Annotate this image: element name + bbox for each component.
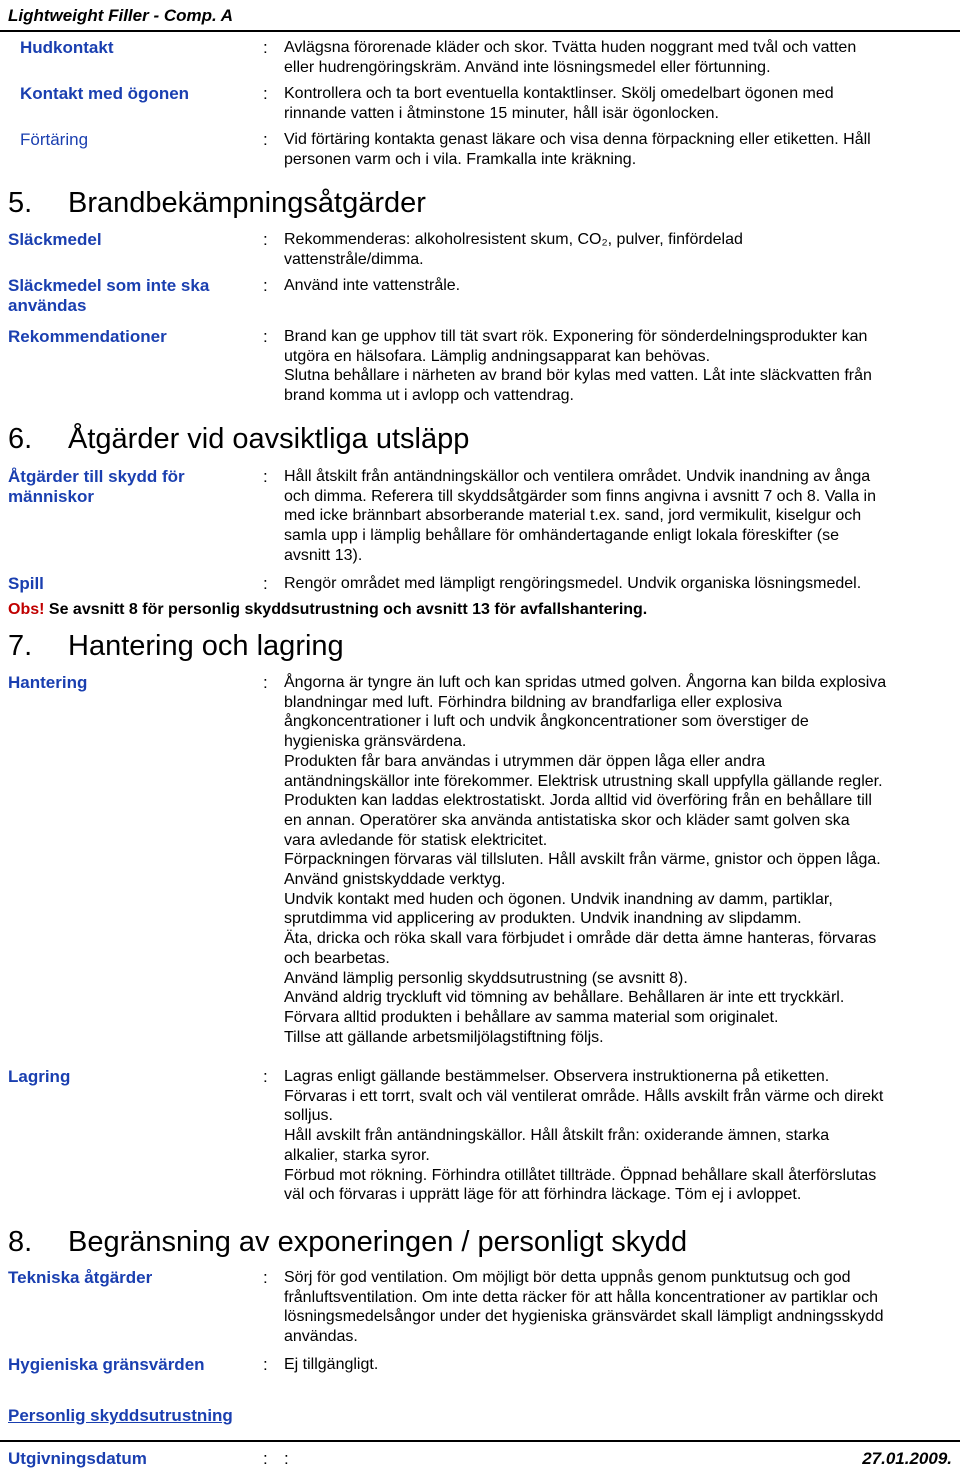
footer-colon: : [263,1449,268,1468]
label-lagring: Lagring [8,1067,71,1086]
section-5-heading [8,186,426,220]
section-8-heading [8,1225,687,1259]
colon: : [263,1268,268,1287]
page-header [0,0,960,32]
text-tekniska: Sörj för god ventilation. Om möjligt bör detta uppnås genom punktutsug och god frånluftsventilation. Om inte detta räcker för att hålla koncentrationer av partiklar och lösningsmedelsångor under det hygieniska gränsvärdet skall lämpligt andningsskydd användas. [284,1269,884,1346]
personlig-skyddsutrustning-link[interactable]: Personlig skyddsutrustning [8,1406,233,1425]
section-title: Åtgärder vid oavsiktliga utsläpp [68,423,470,455]
colon: : [263,1355,268,1374]
label-hudkontakt: Hudkontakt [20,38,114,57]
document-title: Lightweight Filler - Comp. A [8,6,234,25]
colon: : [263,38,268,57]
label-fortaring: Förtäring [20,130,89,149]
section-title: Brandbekämpningsåtgärder [68,187,426,219]
colon: : [263,230,268,249]
footer-colon: : [284,1449,289,1468]
footer-label: Utgivningsdatum [8,1449,147,1468]
obs-note [8,600,647,620]
obs-text: Se avsnitt 8 för personlig skyddsutrustning och avsnitt 13 för avfallshantering. [44,601,648,618]
text-atgarder-skydd: Håll åtskilt från antändningskällor och ventilera området. Undvik inandning av ånga och dimma. Referera till skyddsåtgärder som finns angivna i avsnitt 7 och 8. Valla in med icke brännbart absorberande material t.ex. sand, jord vermikulit, kiselgur och samla upp i lämplig behållare för omhändertagande enligt lokala föreskifter (se avsnitt 13). [284,468,876,564]
colon: : [263,327,268,346]
label-tekniska: Tekniska åtgärder [8,1268,153,1287]
section-title: Begränsning av exponeringen / personligt skydd [68,1226,688,1258]
footer-rule [0,1440,960,1442]
colon: : [263,673,268,692]
section-number: 7. [8,630,33,662]
colon: : [263,467,268,486]
label-hantering: Hantering [8,673,88,692]
obs-label: Obs! [8,601,45,618]
label-slackmedel: Släckmedel [8,230,102,249]
text-slackmedel-inte: Använd inte vattenstråle. [284,277,461,294]
text-kontakt-ogonen: Kontrollera och ta bort eventuella kontaktlinser. Skölj omedelbart ögonen med rinnande vatten i åtminstone 15 minuter, håll isär ögonlocken. [284,85,834,122]
colon: : [263,1067,268,1086]
text-hantering: Ångorna är tyngre än luft och kan spridas utmed golven. Ångorna kan bilda explosiva blandningar med luft. Förhindra bildning av brandfarliga eller explosiva ångkoncentrationer i luft och undvik ångkoncentrationer som överstiger de hygieniska gränsvärdena. Produkten får bara användas i utrymmen där öppen låga eller andra antändningskällor inte förekommer. Elektrisk utrustning skall uppfylla gällande regler. Produkten kan laddas elektrostatiskt. Jorda alltid vid överföring från en behållare till en annan. Operatörer ska använda antistatiska skor och kläder samt golven ska vara avledande för statisk elektricitet. Förpackningen förvaras väl tillsluten. Håll avskilt från värme, gnistor och öppen låga. Använd gnistskyddade verktyg. Undvik kontakt med huden och ögonen. Undvik inandning av damm, partiklar, sprutdimma vid applicering av produkten. Undvik inandning av slipdamm. Äta, dricka och röka skall vara förbjudet i område där detta ämne hanteras, förvaras och bearbetas. Använd lämplig personlig skyddsutrustning (se avsnitt 8). Använd aldrig tryckluft vid tömning av behållare. Behållaren är inte ett tryckkärl. Förvara alltid produkten i behållare av samma material som originalet. Tillse att gällande arbetsmiljölagstiftning följs. [284,674,887,1046]
text-rekommendationer: Brand kan ge upphov till tät svart rök. Exponering för sönderdelningsprodukter kan utgöra en hälsofara. Lämplig andningsapparat kan behövas. Slutna behållare i närheten av brand bör kylas med vatten. Låt inte släckvatten från brand komma ut i avlopp och vattendrag. [284,328,872,405]
label-spill: Spill [8,574,44,593]
text-spill: Rengör området med lämpligt rengöringsmedel. Undvik organiska lösningsmedel. [284,575,862,592]
colon: : [263,84,268,103]
section-title: Hantering och lagring [68,630,344,662]
text-hudkontakt: Avlägsna förorenade kläder och skor. Tvätta huden noggrant med tvål och vatten eller hudrengöringskräm. Använd inte lösningsmedel eller förtunning. [284,39,857,76]
section-number: 8. [8,1226,33,1258]
text-fortaring: Vid förtäring kontakta genast läkare och visa denna förpackning eller etiketten. Håll personen varm och i vila. Framkalla inte kräkning. [284,131,871,168]
colon: : [263,276,268,295]
section-6-heading [8,422,469,456]
text-lagring: Lagras enligt gällande bestämmelser. Observera instruktionerna på etiketten. Förvaras i ett torrt, svalt och väl ventilerat område. Hålls avskilt från värme och direkt solljus. Håll avskilt från antändningskällor. Håll åtskilt från: oxiderande ämnen, starka alkalier, starka syror. Förbud mot rökning. Förhindra otillåtet tillträde. Öppnad behållare skall återförslutas väl och förvaras i upprätt läge för att förhindra läckage. Töm ej i avloppet. [284,1068,884,1204]
colon: : [263,574,268,593]
text-slackmedel: Rekommenderas: alkoholresistent skum, CO₂, pulver, finfördelad vattenstråle/dimma. [284,231,743,268]
section-number: 6. [8,423,33,455]
label-atgarder-skydd: Åtgärder till skydd för människor [8,467,185,506]
section-number: 5. [8,187,33,219]
text-hygieniska: Ej tillgängligt. [284,1356,379,1373]
label-hygieniska: Hygieniska gränsvärden [8,1355,205,1374]
label-rekommendationer: Rekommendationer [8,327,167,346]
label-kontakt-ogonen: Kontakt med ögonen [20,84,190,103]
section-7-heading [8,629,344,663]
footer-date: 27.01.2009. [862,1449,952,1468]
header-rule [0,30,960,32]
colon: : [263,130,268,149]
label-slackmedel-inte: Släckmedel som inte ska användas [8,276,210,315]
